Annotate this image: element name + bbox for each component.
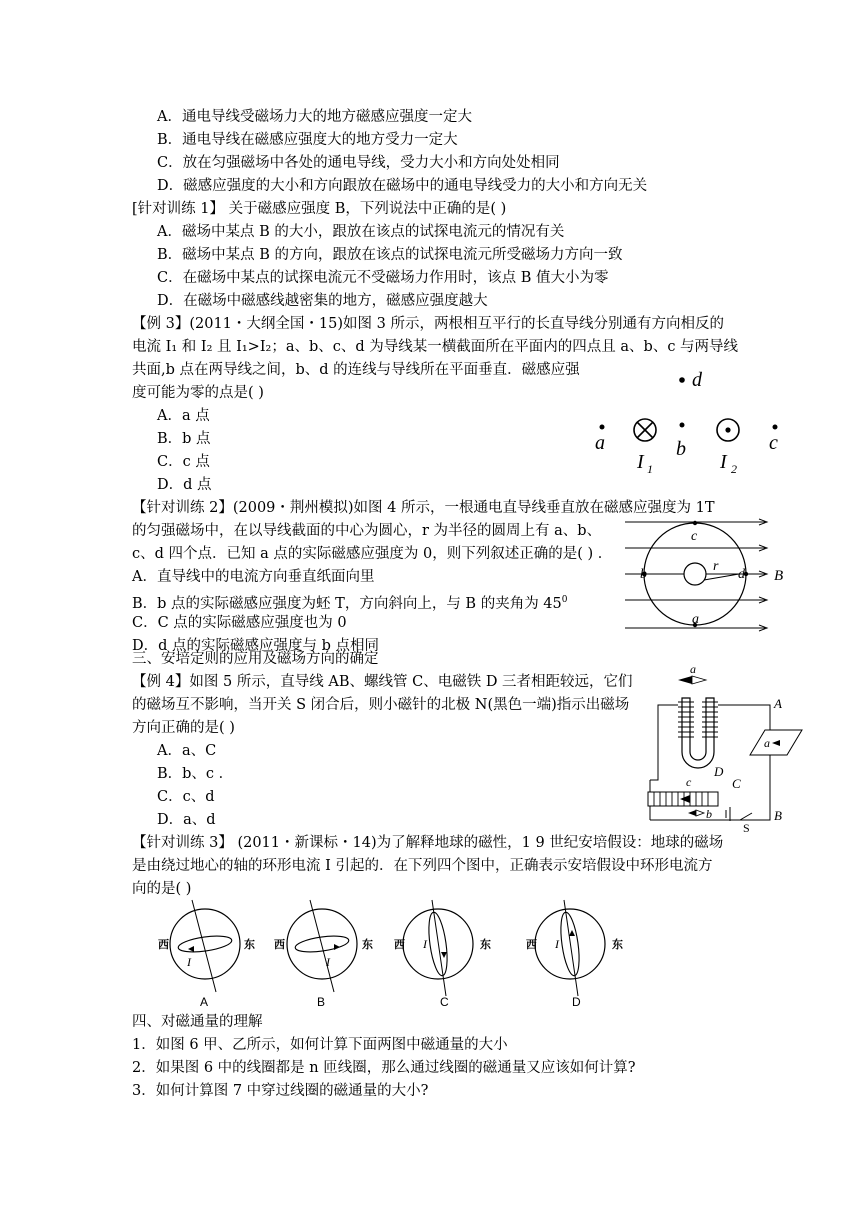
question-3: 3．如何计算图 7 中穿过线圈的磁通量的大小?: [132, 1083, 429, 1099]
figure-5-circuit: [640, 660, 815, 835]
example3-line2: 电流 I₁ 和 I₂ 且 I₁>I₂；a、b、c、d 为导线某一横截面所在平面内的四点且 a、b、c 与两导线: [132, 339, 739, 355]
globe-b-letter: B: [317, 995, 326, 1009]
radius-line: [704, 574, 739, 580]
example4-option-a: A．a、C: [157, 743, 217, 759]
section-4-heading: 四、对磁通量的理解: [132, 1014, 263, 1030]
globe-a-west: 西: [158, 939, 169, 951]
option-a: A．通电导线受磁场力大的地方磁感应强度一定大: [157, 109, 472, 125]
training2-line1: 【针对训练 2】(2009・荆州模拟)如图 4 所示，一根通电直导线垂直放在磁感应强度为 1T: [132, 500, 715, 516]
label-c: c: [691, 529, 698, 544]
label-b: b: [676, 438, 686, 460]
label-i2: I: [720, 451, 727, 473]
label-B: B: [774, 568, 784, 584]
globe-b-current: I: [326, 955, 330, 969]
option-b: B．通电导线在磁感应强度大的地方受力一定大: [157, 132, 458, 148]
label-a-side: a: [764, 736, 770, 750]
training2-line2: 的匀强磁场中，在以导线截面的中心为圆心，r 为半径的圆周上有 a、b、: [132, 523, 602, 539]
example3-line4: 度可能为零的点是( ): [132, 385, 264, 401]
globe-d-letter: D: [572, 995, 581, 1009]
label-d: d: [738, 567, 745, 582]
example4-line3: 方向正确的是( ): [132, 720, 235, 736]
plane-with-compass: [750, 730, 802, 755]
training2-option-d: D．d 点的实际磁感应强度与 b 点相同: [132, 638, 380, 654]
example3-line3: 共面,b 点在两导线之间，b、d 的连线与导线所在平面垂直．磁感应强: [132, 362, 580, 378]
globe-a-letter: A: [200, 995, 209, 1009]
label-r: r: [713, 559, 719, 574]
example4-line2: 的磁场互不影响，当开关 S 闭合后，则小磁针的北极 N(黑色一端)指示出磁场: [132, 697, 630, 713]
compass-b-icon: [688, 810, 704, 816]
globe-d-west: 西: [526, 939, 537, 951]
label-a: a: [595, 432, 605, 454]
point-d-dot: [679, 377, 685, 383]
point-b-dot: [680, 423, 685, 428]
globe-c-letter: C: [440, 995, 449, 1009]
figure-3-wires: [585, 365, 795, 480]
example4-option-b: B．b、c ．: [157, 766, 234, 782]
question-2: 2．如果图 6 中的线圈都是 n 匝线圈，那么通过线圈的磁通量又应该如何计算?: [132, 1060, 636, 1076]
globe-b-east: 东: [362, 939, 373, 951]
section-3-heading: 三、安培定则的应用及磁场方向的确定: [132, 651, 379, 667]
label-c: c: [769, 432, 778, 454]
figure-globes: [140, 900, 660, 1010]
globe-c-east: 东: [480, 939, 491, 951]
u-shaped-core: [682, 698, 714, 768]
point-a-dot: [600, 425, 605, 430]
training2-option-b-text: B．b 点的实际磁感应强度为蚽 T，方向斜向上，与 B 的夹角为 45: [132, 595, 562, 612]
globe-c-current: I: [423, 937, 427, 951]
label-i1-sub: 1: [647, 462, 653, 476]
point-c-dot: [773, 425, 778, 430]
wire-cross-section-icon: [684, 563, 706, 585]
training1-option-d: D．在磁场中磁感线越密集的地方，磁感应强度越大: [157, 293, 488, 309]
solenoid-icon: [648, 792, 718, 806]
globe-d-current: I: [555, 937, 559, 951]
figure-4-field: [620, 510, 790, 640]
wire-i2-out-of-page-icon: [717, 419, 739, 441]
compass-a-icon: [678, 676, 706, 684]
label-S: S: [743, 821, 750, 835]
globe-d-east: 东: [612, 939, 623, 951]
training2-line3: c、d 四个点．已知 a 点的实际磁感应强度为 0，则下列叙述正确的是( ) ．: [132, 546, 613, 562]
globe-a-east: 东: [244, 939, 255, 951]
globe-b-west: 西: [274, 939, 285, 951]
globe-b: [274, 900, 373, 1009]
example3-option-d: D．d 点: [157, 477, 212, 493]
training3-line1: 【针对训练 3】 (2011・新课标・14)为了解释地球的磁性，1 9 世纪安培假设：地球的磁场: [132, 835, 724, 851]
degree-superscript: 0: [561, 595, 568, 605]
training3-line2: 是由绕过地心的轴的环形电流 I 引起的．在下列四个图中，正确表示安培假设中环形电流方: [132, 858, 713, 874]
label-B: B: [774, 808, 782, 823]
label-C: C: [732, 776, 741, 791]
example4-option-d: D．a、d: [157, 812, 216, 828]
training2-option-a: A．直导线中的电流方向垂直纸面向里: [132, 569, 375, 585]
globe-a-current: I: [187, 955, 191, 969]
label-i2-sub: 2: [731, 462, 737, 476]
example4-line1: 【例 4】如图 5 所示，直导线 AB、螺线管 C、电磁铁 D 三者相距较远，它们: [132, 674, 633, 690]
label-c: c: [686, 775, 692, 789]
training2-option-c: C．C 点的实际磁感应强度也为 0: [132, 615, 347, 631]
label-b: b: [706, 807, 712, 821]
option-d: D．磁感应强度的大小和方向跟放在磁场中的通电导线受力的大小和方向无关: [157, 178, 648, 194]
training1-option-c: C．在磁场中某点的试探电流元不受磁场力作用时，该点 B 值大小为零: [157, 270, 609, 286]
wire-i1-into-page-icon: [634, 419, 656, 441]
training3-line3: 向的是( ): [132, 881, 192, 897]
example3-option-b: B．b 点: [157, 431, 211, 447]
label-A: A: [774, 696, 782, 711]
question-1: 1．如图 6 甲、乙所示，如何计算下面两图中磁通量的大小: [132, 1037, 508, 1053]
battery-switch-icon: [726, 807, 752, 821]
training1-title: [针对训练 1】 关于磁感应强度 B，下列说法中正确的是( ): [132, 201, 507, 217]
globe-a: [158, 900, 255, 1009]
label-d: d: [692, 369, 702, 391]
label-i1: I: [637, 451, 644, 473]
example4-option-c: C．c、d: [157, 789, 215, 805]
option-c: C．放在匀强磁场中各处的通电导线，受力大小和方向处处相同: [157, 155, 560, 171]
globe-c: [394, 900, 491, 1009]
label-b: b: [640, 567, 647, 582]
example3-option-c: C．c 点: [157, 454, 210, 470]
label-D: D: [714, 764, 724, 779]
globe-d: [526, 900, 623, 1009]
globe-c-west: 西: [394, 939, 405, 951]
example3-option-a: A．a 点: [157, 408, 210, 424]
training1-option-b: B．磁场中某点 B 的方向，跟放在该点的试探电流元所受磁场力方向一致: [157, 247, 623, 263]
training2-option-b: [132, 590, 568, 614]
label-a: a: [692, 612, 699, 627]
label-a-top: a: [690, 662, 696, 676]
example3-line1: 【例 3】(2011・大纲全国・15)如图 3 所示，两根相互平行的长直导线分别通有方向相反的: [132, 316, 724, 332]
training1-option-a: A．磁场中某点 B 的大小，跟放在该点的试探电流元的情况有关: [157, 224, 565, 240]
